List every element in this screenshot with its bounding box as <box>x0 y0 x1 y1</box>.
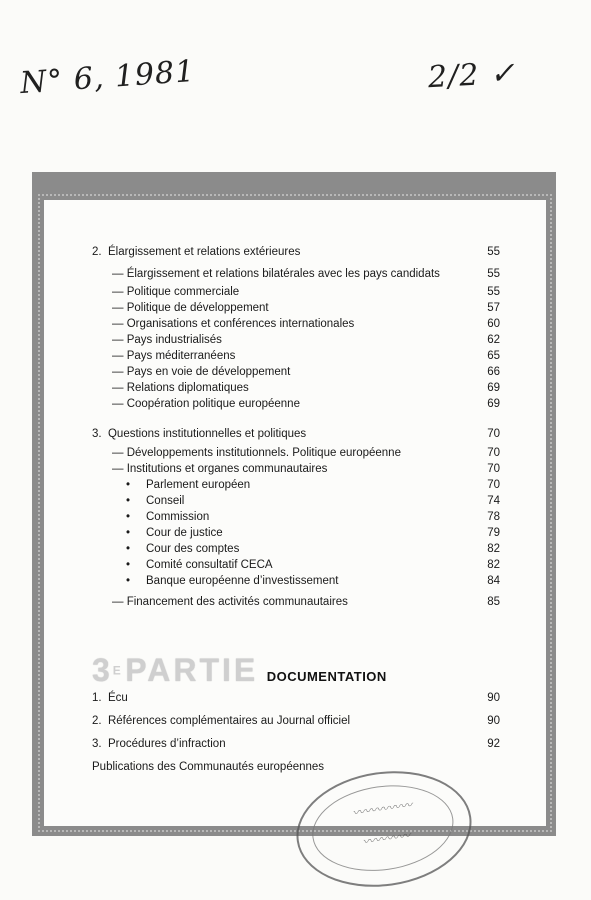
page-number: 55 <box>487 246 500 258</box>
toc-bullet-item[interactable]: • Banque européenne d’investissement 84 <box>92 573 500 589</box>
toc-item[interactable]: — Institutions et organes communautaires 70 <box>112 463 500 475</box>
toc-bullet-item[interactable]: • Parlement européen 70 <box>92 477 500 493</box>
toc-item[interactable]: — Organisations et conférences internationales 60 <box>112 318 500 330</box>
toc-section-2[interactable]: 2. Élargissement et relations extérieures 55 <box>92 246 500 258</box>
part-word: PARTIE <box>125 652 259 688</box>
stamp-script-mark: 〰〰〰〰 <box>361 828 412 850</box>
documentation-contents <box>92 690 500 775</box>
part-numeral-sup: E <box>112 663 121 678</box>
toc-bullet-item[interactable]: • Cour des comptes 82 <box>92 541 500 557</box>
toc-item[interactable]: — Pays en voie de développement 66 <box>112 366 500 378</box>
toc-bullet-item[interactable]: • Cour de justice 79 <box>92 525 500 541</box>
toc-item[interactable]: — Financement des activités communautaires 85 <box>112 596 500 608</box>
toc-item[interactable]: — Pays méditerranéens 65 <box>112 350 500 362</box>
toc-item[interactable]: 1. Écu 90 <box>92 692 500 704</box>
part-numeral: 3 <box>92 652 113 688</box>
handwritten-issue-note: N° 6, 1981 <box>18 53 197 102</box>
section-title: Questions institutionnelles et politiques <box>107 428 307 440</box>
section-title: Élargissement et relations extérieures <box>107 246 301 258</box>
toc-bullet-item[interactable]: • Comité consultatif CECA 82 <box>92 557 500 573</box>
toc-item[interactable]: — Relations diplomatiques 69 <box>112 382 500 394</box>
toc-item[interactable]: — Coopération politique européenne 69 <box>112 398 500 410</box>
toc-section-3[interactable]: 3. Questions institutionnelles et politiques 70 <box>92 428 500 440</box>
toc-item[interactable]: — Pays industrialisés 62 <box>112 334 500 346</box>
toc-item[interactable]: 3. Procédures d’infraction 92 <box>92 738 500 750</box>
table-of-contents <box>92 242 500 610</box>
toc-bullet-item[interactable]: • Conseil 74 <box>92 493 500 509</box>
toc-item[interactable]: — Politique commerciale 55 <box>112 286 500 298</box>
part-subtitle: DOCUMENTATION <box>266 669 387 684</box>
toc-item[interactable]: 2. Références complémentaires au Journal officiel 90 <box>92 715 500 727</box>
toc-item[interactable]: — Politique de développement 57 <box>112 302 500 314</box>
toc-item[interactable]: — Développements institutionnels. Politique européenne 70 <box>112 447 500 459</box>
publications-line[interactable]: Publications des Communautés européennes <box>92 761 325 773</box>
toc-bullet-item[interactable]: • Commission 78 <box>92 509 500 525</box>
page-number: 70 <box>487 428 500 440</box>
handwritten-page-note: 2/2 ✓ <box>427 55 517 96</box>
part-3-heading <box>92 652 387 689</box>
toc-item[interactable]: — Élargissement et relations bilatérales avec les pays candidats 55 <box>112 268 500 280</box>
stamp-script-mark: 〰〰〰〰〰 <box>351 797 413 821</box>
